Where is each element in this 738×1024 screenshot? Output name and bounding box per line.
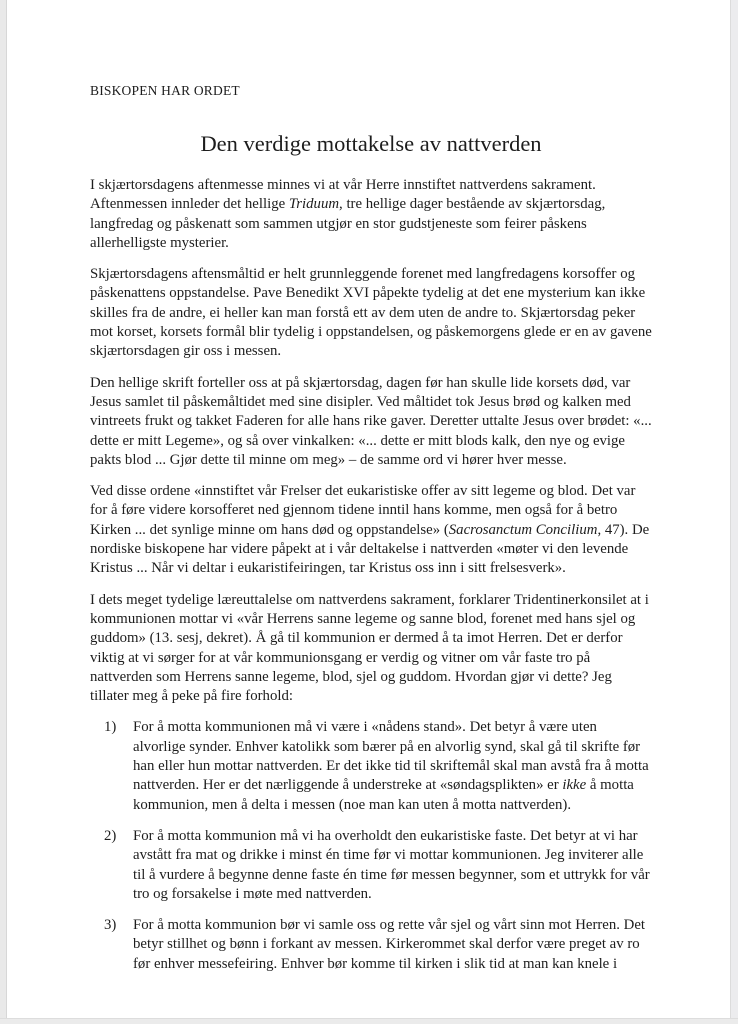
paragraph: I dets meget tydelige læreuttalelse om nattverdens sakrament, forklarer Tridentinerkonsilet at i kommunionen mottar vi «vår Herrens sanne legeme og sanne blod, forenet med hans sjel og guddom» (13. sesj, dekret). Å gå til kommunion er dermed å ta imot Herren. Det er derfor viktig at vi sørger for at vår kommunionsgang er verdig og vitner om vår faste tro på nattverden som Herrens sanne legeme, blod, sjel og guddom. Hvordan gjør vi dette? Jeg tillater meg å peke på fire forhold: (90, 591, 649, 705)
list-item (104, 916, 652, 974)
paragraph: Skjærtorsdagens aftensmåltid er helt grunnleggende forenet med langfredagens korsoffer og påskenattens oppstandelse. Pave Benedikt XVI påpekte tydelig at det ene mysterium kan ikke skilles fra de andre, ei heller kan man forstå ett av dem uten de andre to. Skjærtorsdag peker mot korset, korsets formål blir tydelig i oppstandelsen, og påskemorgens glede er en av gavene skjærtorsdagen gir oss i messen. (90, 266, 652, 360)
numbered-list (90, 718, 652, 974)
paragraph: Ved disse ordene «innstiftet vår Frelser det eukaristiske offer av sitt legeme og blod. Det var for å føre videre korsofferet ned gjennom tidene inntil hans komme, men også for å betro Kirken ... det synlige minne om hans død og oppstandelse» (Sacrosanctum Concilium, 47). De nordiske biskopene har videre påpekt at i vår deltakelse i nattverden «møter vi den levende Kristus ... Når vi deltar i eukaristifeiringen, tar Kristus oss inn i sitt frelsesverk». (90, 483, 650, 577)
page-edge-right (730, 0, 738, 1024)
list-item-number: 1) (104, 719, 117, 736)
kicker: BISKOPEN HAR ORDET (90, 83, 240, 98)
document-body (7, 0, 652, 974)
document-page (7, 0, 730, 1018)
list-item-text: For å motta kommunionen må vi være i «nådens stand». Det betyr å være uten alvorlige synder. Enhver katolikk som bærer på en alvorlig synd, skal gå til skrifte før han eller hun mottar nattverden. Er det ikke tid til skriftemål skal man avstå fra å motta nattverden. Her er det nærliggende å understreke at «søndagsplikten» er ikke å motta kommunion, men å delta i messen (noe man kan uten å motta nattverden). (133, 719, 649, 813)
list-item (104, 718, 652, 814)
list-item-number: 3) (104, 917, 117, 934)
list-item-text: For å motta kommunion bør vi samle oss og rette vår sjel og vårt sinn mot Herren. Det betyr stillhet og bønn i forkant av messen. Kirkerommet skal derfor være preget av ro før enhver messefeiring. Enhver bør komme til kirken i slik tid at man kan knele i (133, 917, 646, 972)
page-title: Den verdige mottakelse av nattverden (200, 131, 542, 156)
page-edge-left (0, 0, 7, 1024)
paragraph: Den hellige skrift forteller oss at på skjærtorsdag, dagen før han skulle lide korsets død, var Jesus samlet til påskemåltidet med sine disipler. Ved måltidet tok Jesus brød og kalken med vintreets frukt og takket Faderen for alle hans rike gaver. Deretter uttalte Jesus over brødet: «... dette er mitt Legeme», og så over vinkalken: «... dette er mitt blods kalk, den nye og evige pakts blod ... Gjør dette til minne om meg» – de samme ord vi hører hver messe. (90, 374, 652, 468)
list-item-text: For å motta kommunion må vi ha overholdt den eukaristiske faste. Det betyr at vi har avstått fra mat og drikke i minst én time før vi mottar kommunionen. Jeg inviterer alle til å vurdere å begynne denne faste én time før messen begynner, som et uttrykk for vår tro og forsakelse i møte med nattverden. (133, 827, 650, 902)
page-edge-bottom (0, 1018, 738, 1024)
body-paragraphs (90, 176, 652, 706)
list-item-number: 2) (104, 827, 117, 844)
paragraph: I skjærtorsdagens aftenmesse minnes vi at vår Herre innstiftet nattverdens sakrament. Aftenmessen innleder det hellige Triduum, tre hellige dager bestående av skjærtorsdag, langfredag og påskenatt som sammen utgjør en stor gudstjeneste som feirer påskens allerhelligste mysterier. (90, 177, 606, 251)
list-item (104, 827, 652, 904)
